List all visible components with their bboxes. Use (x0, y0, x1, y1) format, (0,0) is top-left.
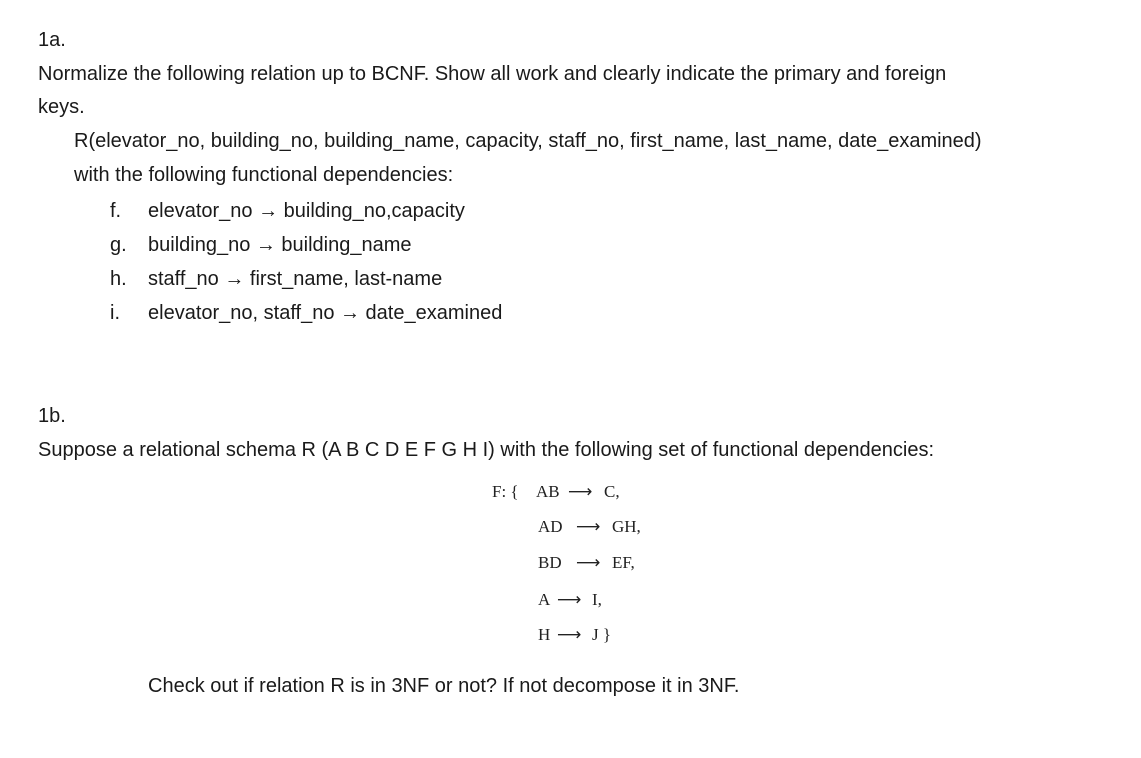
dependency-text: building_no → building_name (148, 234, 412, 256)
fd-rhs: GH, (612, 517, 641, 536)
fd-rhs: J } (592, 625, 612, 644)
fd-lhs: H (538, 625, 551, 644)
arrow-icon: ⟶ (568, 482, 593, 502)
dependency-label: h. (110, 268, 127, 290)
fd-rhs: C, (604, 482, 620, 501)
q1a-relation-intro: with the following functional dependencies: (74, 164, 454, 186)
arrow-icon: ⟶ (576, 553, 601, 573)
arrow-icon: ⟶ (557, 625, 582, 645)
q1a-relation: R(elevator_no, building_no, building_name, capacity, staff_no, first_name, last_name, date_examined) (74, 130, 982, 152)
fd-lhs: AD (538, 517, 563, 536)
q1b-heading: 1b. (38, 405, 66, 427)
q1a-instruction-line1: Normalize the following relation up to BCNF. Show all work and clearly indicate the primary and foreign (38, 63, 947, 85)
dependency-text: elevator_no → building_no,capacity (148, 200, 465, 222)
dependency-label: f. (110, 200, 122, 222)
arrow-icon: ⟶ (576, 517, 601, 537)
fd-rhs: EF, (612, 553, 635, 572)
q1a-instruction-line2: keys. (38, 96, 85, 118)
q1b-question: Check out if relation R is in 3NF or not? If not decompose it in 3NF. (148, 675, 740, 697)
arrow-icon: ⟶ (557, 590, 582, 610)
fd-rhs: I, (592, 590, 602, 609)
dependency-text: staff_no → first_name, last-name (148, 268, 443, 290)
fd-set-prefix: F: { (492, 482, 519, 501)
fd-lhs: AB (536, 482, 560, 501)
fd-lhs: BD (538, 553, 562, 572)
q1a-heading: 1a. (38, 29, 66, 51)
fd-lhs: A (538, 590, 551, 609)
dependency-text: elevator_no, staff_no → date_examined (148, 302, 503, 324)
dependency-label: g. (110, 234, 127, 256)
dependency-label: i. (110, 302, 120, 324)
q1b-instruction: Suppose a relational schema R (A B C D E F G H I) with the following set of functional dependencies: (38, 439, 935, 461)
